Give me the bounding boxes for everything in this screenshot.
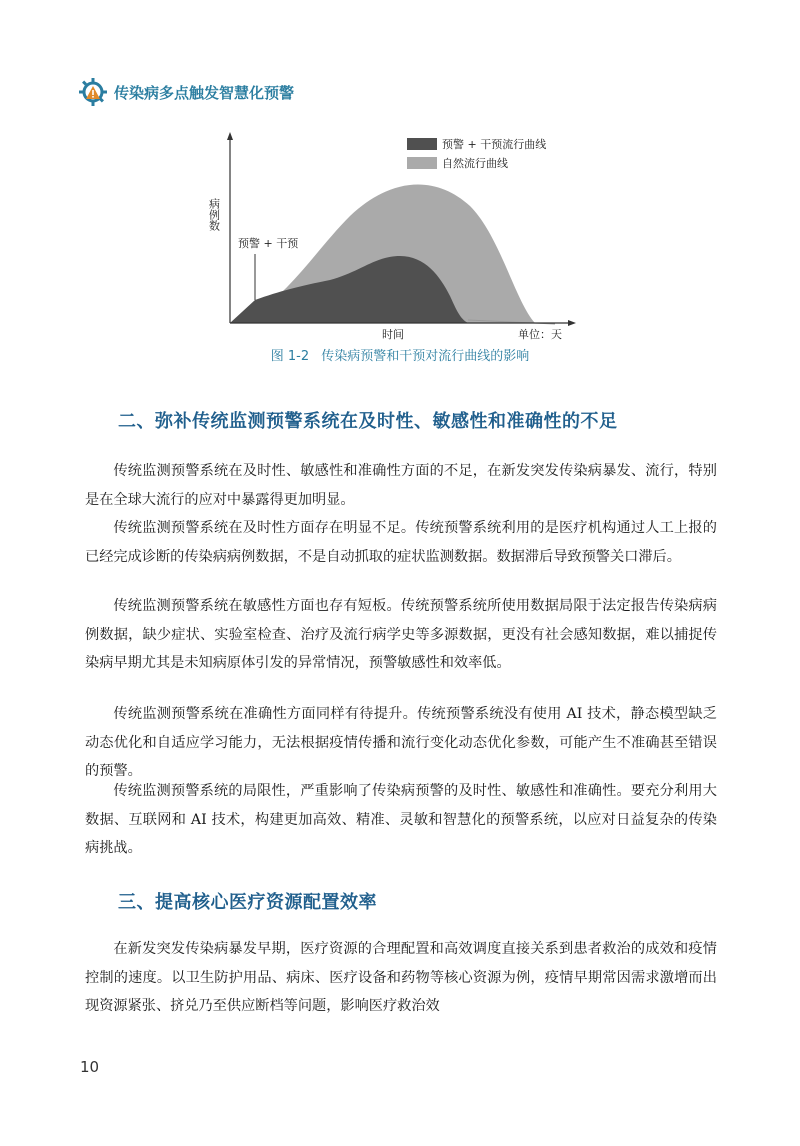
legend-swatch-intervention — [407, 138, 437, 150]
intervention-annotation: 预警 + 干预 — [238, 237, 299, 250]
epidemic-curve-chart — [200, 126, 600, 346]
legend-swatch-natural — [407, 157, 437, 169]
paragraph: 传统监测预警系统在及时性方面存在明显不足。传统预警系统利用的是医疗机构通过人工上报的已经完成诊断的传染病病例数据，不是自动抓取的症状监测数据。数据滞后导致预警关口滞后。 — [85, 520, 717, 565]
legend-label-natural: 自然流行曲线 — [442, 157, 508, 170]
paragraph: 传统监测预警系统在准确性方面同样有待提升。传统预警系统没有使用 AI 技术，静态模型缺乏动态优化和自适应学习能力，无法根据疫情传播和流行变化动态优化参数，可能产生不准确甚至错误的预警。 — [85, 706, 717, 780]
page-number: 10 — [80, 1058, 100, 1076]
epidemic-curve-figure — [200, 126, 600, 346]
section-heading: 二、弥补传统监测预警系统在及时性、敏感性和准确性的不足 — [118, 411, 618, 432]
legend-label-intervention: 预警 + 干预流行曲线 — [442, 138, 547, 151]
section-heading: 三、提高核心医疗资源配置效率 — [118, 892, 377, 913]
y-axis-arrow-icon — [227, 132, 233, 140]
x-axis-unit: 单位：天 — [518, 328, 562, 341]
figure-caption-text: 传染病预警和干预对流行曲线的影响 — [321, 349, 530, 364]
running-header-title: 传染病多点触发智慧化预警 — [114, 83, 295, 102]
paragraph: 传统监测预警系统在及时性、敏感性和准确性方面的不足，在新发突发传染病暴发、流行，特别是在全球大流行的应对中暴露得更加明显。 — [85, 463, 717, 508]
running-header — [78, 78, 294, 106]
gear-virus-icon — [78, 77, 108, 107]
paragraph: 传统监测预警系统在敏感性方面也存有短板。传统预警系统所使用数据局限于法定报告传染病病例数据，缺少症状、实验室检查、治疗及流行病学史等多源数据，更没有社会感知数据，难以捕捉传染病早期尤其是未知病原体引发的异常情况，预警敏感性和效率低。 — [85, 598, 717, 672]
figure-number: 图 1-2 — [270, 349, 310, 364]
x-axis-label: 时间 — [382, 328, 404, 341]
x-axis-arrow-icon — [568, 320, 576, 326]
paragraph: 在新发突发传染病暴发早期，医疗资源的合理配置和高效调度直接关系到患者救治的成效和疫情控制的速度。以卫生防护用品、病床、医疗设备和药物等核心资源为例，疫情早期常因需求激增而出现资源紧张、挤兑乃至供应断档等问题，影响医疗救治效 — [85, 941, 717, 1015]
y-axis-label: 病例数 — [207, 198, 221, 231]
figure-caption — [0, 345, 800, 364]
paragraph: 传统监测预警系统的局限性，严重影响了传染病预警的及时性、敏感性和准确性。要充分利用大数据、互联网和 AI 技术，构建更加高效、精准、灵敏和智慧化的预警系统，以应对日益复杂的传染病挑战。 — [85, 783, 717, 857]
